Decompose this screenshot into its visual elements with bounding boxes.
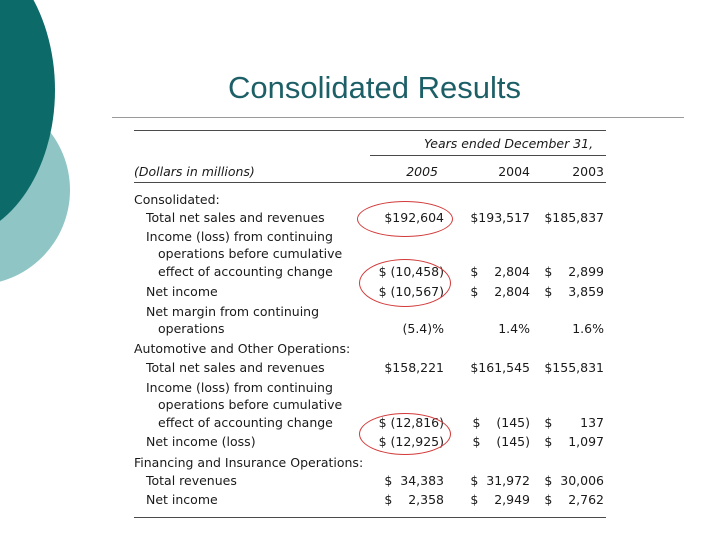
row-label: Total net sales and revenues [146,210,325,225]
column-header-2005: 2005 [406,164,438,179]
row-label: Financing and Insurance Operations: [134,455,364,470]
table-cell: $ 31,972 [470,473,530,488]
units-label: (Dollars in millions) [134,164,255,179]
table-cell: 1.6% [572,321,604,336]
table-top-rule [134,130,606,131]
table-cell: $ 34,383 [384,473,444,488]
row-label: operations before cumulative [158,246,343,261]
table-cell: $ 3,859 [544,284,604,299]
financial-table [132,128,612,520]
table-cell: $192,604 [384,210,444,225]
table-cell: $ (145) [472,415,530,430]
table-cell: $ 2,762 [544,492,604,507]
years-header: Years ended December 31, [424,136,594,151]
table-cell: $185,837 [544,210,604,225]
highlight-circle-total-sales [357,201,453,237]
table-cell: $ (12,925) [378,434,444,449]
table-cell: (5.4)% [402,321,444,336]
table-cell: $161,545 [470,360,530,375]
row-label: Automotive and Other Operations: [134,341,351,356]
column-header-2004: 2004 [498,164,530,179]
title-divider [112,117,684,118]
years-header-rule [370,155,606,156]
table-cell: $ 2,804 [470,284,530,299]
table-cell: $ (10,567) [378,284,444,299]
table-cell: $ 137 [544,415,604,430]
row-label: Consolidated: [134,192,220,207]
row-label: effect of accounting change [158,415,333,430]
table-cell: $155,831 [544,360,604,375]
row-label: Net income [146,284,218,299]
table-cell: $ 30,006 [544,473,604,488]
row-label: operations before cumulative [158,397,343,412]
row-label: operations [158,321,225,336]
table-cell: $158,221 [384,360,444,375]
table-cell: $ (145) [472,434,530,449]
table-cell: 1.4% [498,321,530,336]
row-label: Net income (loss) [146,434,256,449]
row-label: Income (loss) from continuing [146,380,333,395]
row-label: Income (loss) from continuing [146,229,333,244]
row-label: Net margin from continuing [146,304,320,319]
table-cell: $ 1,097 [544,434,604,449]
table-cell: $ 2,899 [544,264,604,279]
table-cell: $ 2,949 [470,492,530,507]
row-label: Total net sales and revenues [146,360,325,375]
row-label: effect of accounting change [158,264,333,279]
row-label: Net income [146,492,218,507]
table-cell: $193,517 [470,210,530,225]
column-header-rule [134,182,606,183]
table-cell: $ 2,804 [470,264,530,279]
table-cell: $ (10,458) [378,264,444,279]
table-cell: $ 2,358 [384,492,444,507]
highlight-circle-consolidated-loss [359,259,451,307]
row-label: Total revenues [146,473,237,488]
slide-title: Consolidated Results [228,70,521,105]
column-header-2003: 2003 [572,164,604,179]
highlight-circle-automotive-loss [359,413,451,455]
table-cell: $ (12,816) [378,415,444,430]
table-bottom-rule [134,517,606,518]
